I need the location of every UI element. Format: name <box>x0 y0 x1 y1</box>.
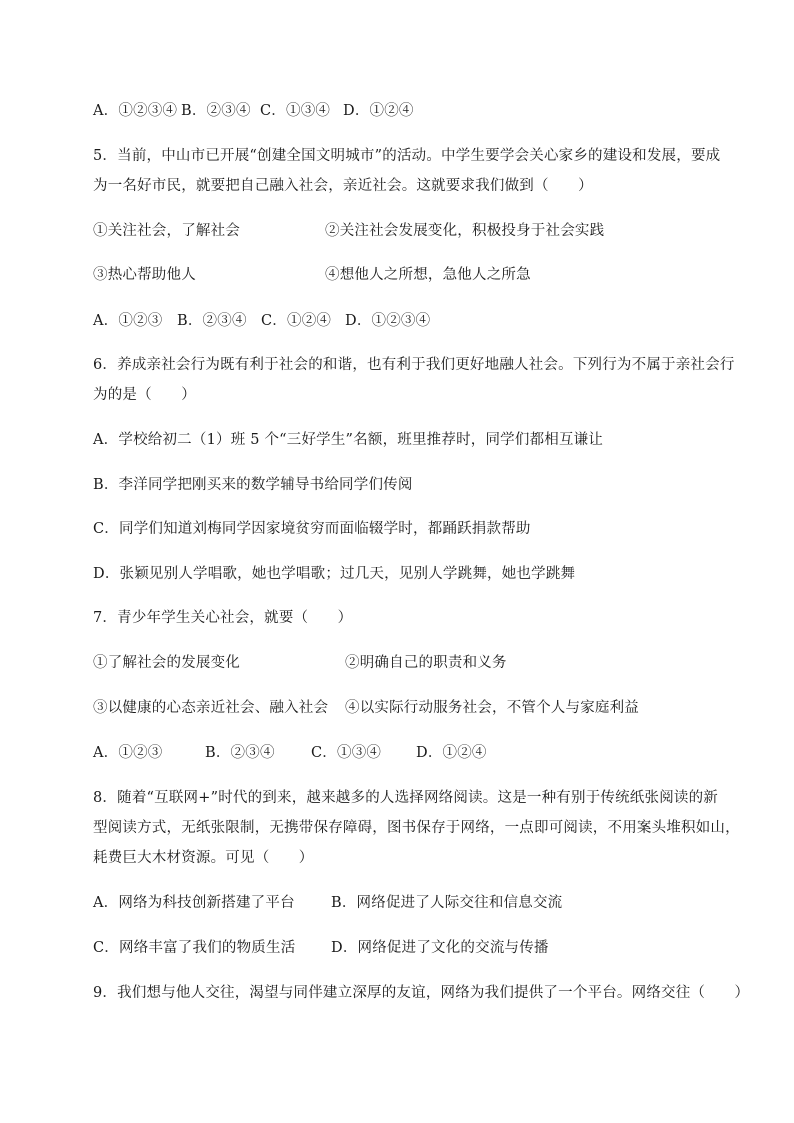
q5-item-4: ④想他人之所想，急他人之所急 <box>325 267 531 283</box>
q8-stem-line3: 耗费巨大木材资源。可见（ ） <box>93 850 314 866</box>
q4-option-d: D．①②④ <box>343 103 414 119</box>
q6-option-c: C．同学们知道刘梅同学因家境贫穷而面临辍学时，都踊跃捐款帮助 <box>93 521 531 537</box>
q7-item-2: ②明确自己的职责和义务 <box>345 655 507 671</box>
q7-option-a: A．①②③ <box>93 745 163 761</box>
q7-item-1: ①了解社会的发展变化 <box>93 655 240 671</box>
q7-option-b: B．②③④ <box>205 745 275 761</box>
q8-option-a: A．网络为科技创新搭建了平台 <box>93 895 295 911</box>
q8-option-b: B．网络促进了人际交往和信息交流 <box>331 895 563 911</box>
q4-option-c: C．①③④ <box>260 103 331 119</box>
q7-item-4: ④以实际行动服务社会，不管个人与家庭利益 <box>345 700 639 716</box>
q4-option-a: A．①②③④ <box>93 103 178 119</box>
q8-stem-line1: 8．随着“互联网+”时代的到来，越来越多的人选择网络阅读。这是一种有别于传统纸张阅读的新 <box>93 790 718 806</box>
q8-option-d: D．网络促进了文化的交流与传播 <box>331 940 549 956</box>
q6-option-d: D．张颖见别人学唱歌，她也学唱歌；过几天，见别人学跳舞，她也学跳舞 <box>93 566 576 582</box>
q9-stem: 9．我们想与他人交往，渴望与同伴建立深厚的友谊，网络为我们提供了一个平台。网络交往（ ） <box>93 985 750 1001</box>
q6-stem-line1: 6．养成亲社会行为既有利于社会的和谐，也有利于我们更好地融人社会。下列行为不属于亲社会行 <box>93 357 735 373</box>
q5-item-1: ①关注社会，了解社会 <box>93 223 240 239</box>
q5-item-2: ②关注社会发展变化，积极投身于社会实践 <box>325 223 605 239</box>
q5-option-c: C．①②④ <box>261 313 332 329</box>
q5-option-d: D．①②③④ <box>345 313 431 329</box>
q5-stem-line1: 5．当前，中山市已开展“创建全国文明城市”的活动。中学生要学会关心家乡的建设和发展，要成 <box>93 148 721 164</box>
q5-stem-line2: 为一名好市民，就要把自己融入社会，亲近社会。这就要求我们做到（ ） <box>93 178 593 194</box>
q5-option-b: B．②③④ <box>177 313 247 329</box>
q7-item-3: ③以健康的心态亲近社会、融入社会 <box>93 700 329 716</box>
q5-item-3: ③热心帮助他人 <box>93 267 196 283</box>
q8-option-c: C．网络丰富了我们的物质生活 <box>93 940 296 956</box>
q7-option-d: D．①②④ <box>416 745 487 761</box>
q6-stem-line2: 为的是（ ） <box>93 387 196 403</box>
q6-option-a: A．学校给初二（1）班 5 个“三好学生”名额，班里推荐时，同学们都相互谦让 <box>93 432 604 448</box>
q8-stem-line2: 型阅读方式，无纸张限制，无携带保存障碍，图书保存于网络，一点即可阅读，不用案头堆积如山， <box>93 820 740 836</box>
q6-option-b: B．李洋同学把刚买来的数学辅导书给同学们传阅 <box>93 477 413 493</box>
q7-stem: 7．青少年学生关心社会，就要（ ） <box>93 610 353 626</box>
q5-option-a: A．①②③ <box>93 313 163 329</box>
q7-option-c: C．①③④ <box>311 745 382 761</box>
q4-option-b: B．②③④ <box>181 103 251 119</box>
